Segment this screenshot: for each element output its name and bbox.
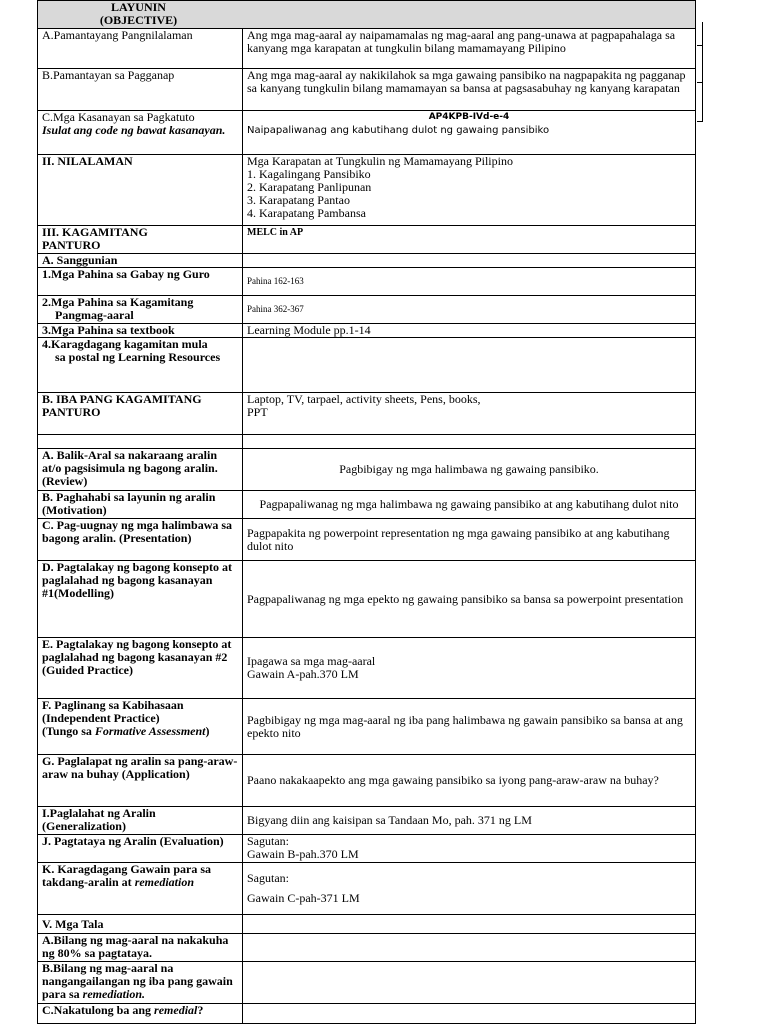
remediation-label-italic: remediation [134, 875, 195, 889]
value-kagamitang-pangmag-aaral: Pahina 362-367 [243, 296, 696, 324]
bilang-remediation-label-main: B.Bilang ng mag-aaral na nangangailangan ng iba pang gawain para sa [42, 961, 233, 1001]
bilang-remediation-label-italic: remediation. [82, 987, 146, 1001]
remediation-value-line1: Sagutan: [247, 871, 289, 885]
value-remediation [243, 863, 696, 915]
label-bilang-remediation [38, 962, 243, 1004]
value-gabay-guro: Pahina 162-163 [243, 268, 696, 296]
row-pamantayan-pagganap [38, 69, 696, 111]
bracket-tick [697, 82, 703, 83]
header-title: LAYUNIN [111, 0, 166, 14]
remediation-value-line2: Gawain C-pah-371 LM [247, 891, 360, 905]
value-guided-practice [243, 638, 696, 699]
guided-value-line1: Ipagawa sa mga mag-aaral [247, 654, 376, 668]
header-subtitle: (OBJECTIVE) [99, 13, 178, 27]
row-presentation [38, 519, 696, 561]
objective-header [38, 1, 696, 29]
lesson-plan-page [37, 0, 695, 1024]
label-kagamitang-pangmag-aaral [38, 296, 243, 324]
iba-label-line1: B. IBA PANG KAGAMITANG [42, 392, 202, 406]
value-kasanayan [243, 111, 696, 155]
value-pamantayang-pangnilalaman: Ang mga mag-aaral ay naipamamalas ng mag-aaral ang pang-unawa at pagpapahalaga sa kanyang mga karapatan at tungkulin bilang mamamayang Pilipino [243, 29, 696, 69]
label-review: A. Balik-Aral sa nakaraang aralin at/o pagsisimula ng bagong aralin.(Review) [38, 449, 243, 491]
value-bilang-remediation [243, 962, 696, 1004]
competency-code: AP4KPB-IVd-e-4 [428, 112, 510, 122]
label-presentation: C. Pag-uugnay ng mga halimbawa sa bagong aralin. (Presentation) [38, 519, 243, 561]
row-kasanayan [38, 111, 696, 155]
row-mga-tala [38, 915, 696, 934]
guided-value-line2: Gawain A-pah.370 LM [247, 667, 359, 681]
row-evaluation [38, 835, 696, 863]
kasanayan-note: Isulat ang code ng bawat kasanayan. [42, 123, 226, 137]
row-textbook [38, 324, 696, 338]
value-nilalaman [243, 155, 696, 226]
nilalaman-item: 4. Karapatang Pambansa [247, 206, 366, 220]
value-modelling: Pagpapaliwanag ng mga epekto ng gawaing pansibiko sa bansa sa powerpoint presentation [243, 561, 696, 638]
value-evaluation [243, 835, 696, 863]
row-remediation [38, 863, 696, 915]
value-independent-practice: Pagbibigay ng mga mag-aaral ng iba pang halimbawa ng gawain pansibiko sa bansa at ang epekto nito [243, 699, 696, 755]
label-evaluation: J. Pagtataya ng Aralin (Evaluation) [38, 835, 243, 863]
row-spacer [38, 435, 696, 449]
row-kagamitang-panturo [38, 226, 696, 254]
label-generalization: I.Paglalahat ng Aralin (Generalization) [38, 807, 243, 835]
bracket-tick [697, 121, 703, 122]
label-pamantayan-pagganap: B.Pamantayan sa Pagganap [38, 69, 243, 111]
value-generalization: Bigyang diin ang kaisipan sa Tandaan Mo, pah. 371 ng LM [243, 807, 696, 835]
evaluation-value-line2: Gawain B-pah.370 LM [247, 847, 359, 861]
row-iba-pang-kagamitan [38, 393, 696, 435]
value-application: Paano nakakaapekto ang mga gawaing pansibiko sa iyong pang-araw-araw na buhay? [243, 755, 696, 807]
nilalaman-title: Mga Karapatan at Tungkulin ng Mamamayang Pilipino [247, 154, 513, 168]
row-sanggunian [38, 254, 696, 268]
iba-value-line1: Laptop, TV, tarpael, activity sheets, Pens, books, [247, 392, 481, 406]
objective-header-row [38, 1, 696, 29]
independent-label-suffix: ) [205, 724, 210, 738]
kagamitang-label-line1: III. KAGAMITANG [42, 225, 148, 239]
row-nilalaman [38, 155, 696, 226]
label-kasanayan [38, 111, 243, 155]
row-bilang-80 [38, 934, 696, 962]
iba-value-line2: PPT [247, 405, 268, 419]
margin-bracket-lines [697, 22, 703, 122]
row-modelling [38, 561, 696, 638]
label-modelling: D. Pagtalakay ng bagong konsepto at paglalahad ng bagong kasanayan #1(Modelling) [38, 561, 243, 638]
row-gabay-guro [38, 268, 696, 296]
competency-text: Naipapaliwanag ang kabutihang dulot ng gawaing pansibiko [247, 125, 550, 136]
label-kagamitang-panturo [38, 226, 243, 254]
spacer-right [243, 435, 696, 449]
evaluation-value-line1: Sagutan: [247, 834, 289, 848]
independent-label-line2 [42, 725, 238, 738]
label-mga-tala: V. Mga Tala [38, 915, 243, 934]
kasanayan-label: C.Mga Kasanayan sa Pagkatuto [42, 110, 195, 124]
row-kagamitang-pangmag-aaral [38, 296, 696, 324]
karagdagang-label-line1: 4.Karagdagang kagamitan mula [42, 337, 208, 351]
row-bilang-remediation [38, 962, 696, 1004]
value-karagdagang-kagamitan [243, 338, 696, 393]
nilalaman-item: 2. Karapatang Panlipunan [247, 180, 372, 194]
label-pamantayang-pangnilalaman: A.Pamantayang Pangnilalaman [38, 29, 243, 69]
remedial-label-end: ? [197, 1003, 204, 1017]
label-application: G. Paglalapat ng aralin sa pang-araw-araw na buhay (Application) [38, 755, 243, 807]
iba-label-line2: PANTURO [42, 405, 101, 419]
independent-label-line1: F. Paglinang sa Kabihasaan (Independent Practice) [42, 698, 184, 725]
value-iba-pang-kagamitan [243, 393, 696, 435]
remedial-label-main: C.Nakatulong ba ang [42, 1003, 155, 1017]
label-guided-practice: E. Pagtalakay ng bagong konsepto at paglalahad ng bagong kasanayan #2 (Guided Practice) [38, 638, 243, 699]
row-motivation [38, 491, 696, 519]
bracket-vertical [702, 22, 703, 122]
row-independent-practice [38, 699, 696, 755]
nilalaman-item: 3. Karapatang Pantao [247, 193, 350, 207]
label-nilalaman: II. NILALAMAN [38, 155, 243, 226]
independent-label-italic: Formative Assessment [94, 724, 206, 738]
nilalaman-item: 1. Kagalingang Pansibiko [247, 167, 371, 181]
value-presentation: Pagpapakita ng powerpoint representation ng mga gawaing pansibiko at ang kabutihang dulot nito [243, 519, 696, 561]
karagdagang-label-line2: sa postal ng Learning Resources [55, 350, 221, 364]
label-karagdagang-kagamitan [38, 338, 243, 393]
row-generalization [38, 807, 696, 835]
value-sanggunian [243, 254, 696, 268]
value-mga-tala [243, 915, 696, 934]
spacer-left [38, 435, 243, 449]
label-remediation [38, 863, 243, 915]
row-karagdagang-kagamitan [38, 338, 696, 393]
row-review [38, 449, 696, 491]
value-review: Pagbibigay ng mga halimbawa ng gawaing pansibiko. [243, 449, 696, 491]
bracket-tick [697, 45, 703, 46]
label-bilang-80: A.Bilang ng mag-aaral na nakakuha ng 80% sa pagtataya. [38, 934, 243, 962]
label-gabay-guro: 1.Mga Pahina sa Gabay ng Guro [38, 268, 243, 296]
value-kagamitang-panturo: MELC in AP [243, 226, 696, 254]
remediation-label-main: K. Karagdagang Gawain para sa takdang-aralin at [42, 862, 212, 889]
label-textbook: 3.Mga Pahina sa textbook [38, 324, 243, 338]
value-bilang-80 [243, 934, 696, 962]
pangmag-label-line2: Pangmag-aaral [55, 308, 134, 322]
pangmag-label-line1: 2.Mga Pahina sa Kagamitang [42, 295, 194, 309]
kagamitang-label-line2: PANTURO [42, 238, 101, 252]
label-motivation: B. Paghahabi sa layunin ng aralin (Motivation) [38, 491, 243, 519]
row-remedial [38, 1004, 696, 1024]
row-application [38, 755, 696, 807]
label-iba-pang-kagamitan [38, 393, 243, 435]
independent-label-prefix: (Tungo sa [42, 724, 95, 738]
value-motivation: Pagpapaliwanag ng mga halimbawa ng gawaing pansibiko at ang kabutihang dulot nito [243, 491, 696, 519]
label-remedial [38, 1004, 243, 1024]
label-independent-practice [38, 699, 243, 755]
label-sanggunian: A. Sanggunian [38, 254, 243, 268]
value-textbook: Learning Module pp.1-14 [243, 324, 696, 338]
lesson-plan-table [37, 0, 696, 1024]
value-remedial [243, 1004, 696, 1024]
row-guided-practice [38, 638, 696, 699]
value-pamantayan-pagganap: Ang mga mag-aaral ay nakikilahok sa mga gawaing pansibiko na nagpapakita ng pagganap sa kanyang tungkulin bilang mamamayan sa bansa at pagsasabuhay ng kanyang karapatan [243, 69, 696, 111]
remedial-label-italic: remedial [154, 1003, 198, 1017]
row-pamantayang-pangnilalaman [38, 29, 696, 69]
